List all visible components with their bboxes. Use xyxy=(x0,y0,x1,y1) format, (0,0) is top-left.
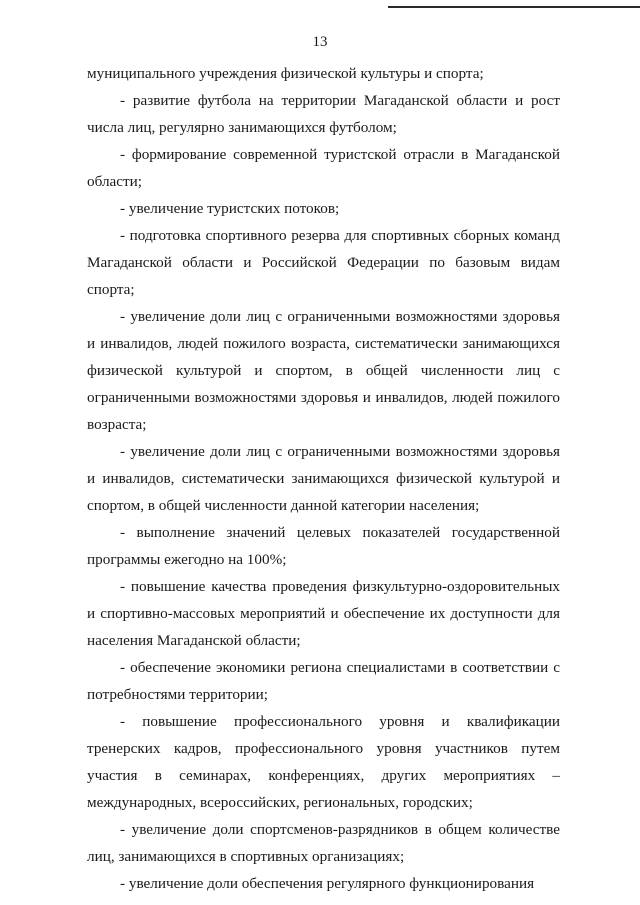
list-item: - увеличение доли спортсменов-разрядников в общем количестве лиц, занимающихся в спортивных организациях; xyxy=(87,821,560,865)
list-item: - выполнение значений целевых показателей государственной программы ежегодно на 100%; xyxy=(87,524,560,568)
paragraph-continuation: муниципального учреждения физической культуры и спорта; xyxy=(87,65,484,82)
list-item: - увеличение доли обеспечения регулярного функционирования xyxy=(120,875,535,892)
list-item: - повышение профессионального уровня и квалификации тренерских кадров, профессионального уровня участников путем участия в семинарах, конференциях, других мероприятиях – международных, всероссийских, региональных, городских; xyxy=(87,713,560,811)
list-item: - повышение качества проведения физкультурно-оздоровительных и спортивно-массовых мероприятий и обеспечение их доступности для населения Магаданской области; xyxy=(87,578,560,649)
list-item: - формирование современной туристской отрасли в Магаданской области; xyxy=(87,146,560,190)
list-item: - обеспечение экономики региона специалистами в соответствии с потребностями территории; xyxy=(87,659,560,703)
list-item: - развитие футбола на территории Магаданской области и рост числа лиц, регулярно занимающихся футболом; xyxy=(87,92,560,136)
list-item: - увеличение туристских потоков; xyxy=(120,200,340,217)
page-number: 13 xyxy=(312,34,328,50)
top-rule xyxy=(388,6,640,8)
list-item: - подготовка спортивного резерва для спортивных сборных команд Магаданской области и Российской Федерации по базовым видам спорта; xyxy=(87,227,560,298)
list-item: - увеличение доли лиц с ограниченными возможностями здоровья и инвалидов, систематически занимающихся физической культурой и спортом, в общей численности данной категории населения; xyxy=(87,443,560,514)
list-item: - увеличение доли лиц с ограниченными возможностями здоровья и инвалидов, людей пожилого возраста, систематически занимающихся физической культурой и спортом, в общей численности лиц с ограниченными возможностями здоровья и инвалидов, людей пожилого возраста; xyxy=(87,308,560,433)
document-body xyxy=(87,60,560,897)
